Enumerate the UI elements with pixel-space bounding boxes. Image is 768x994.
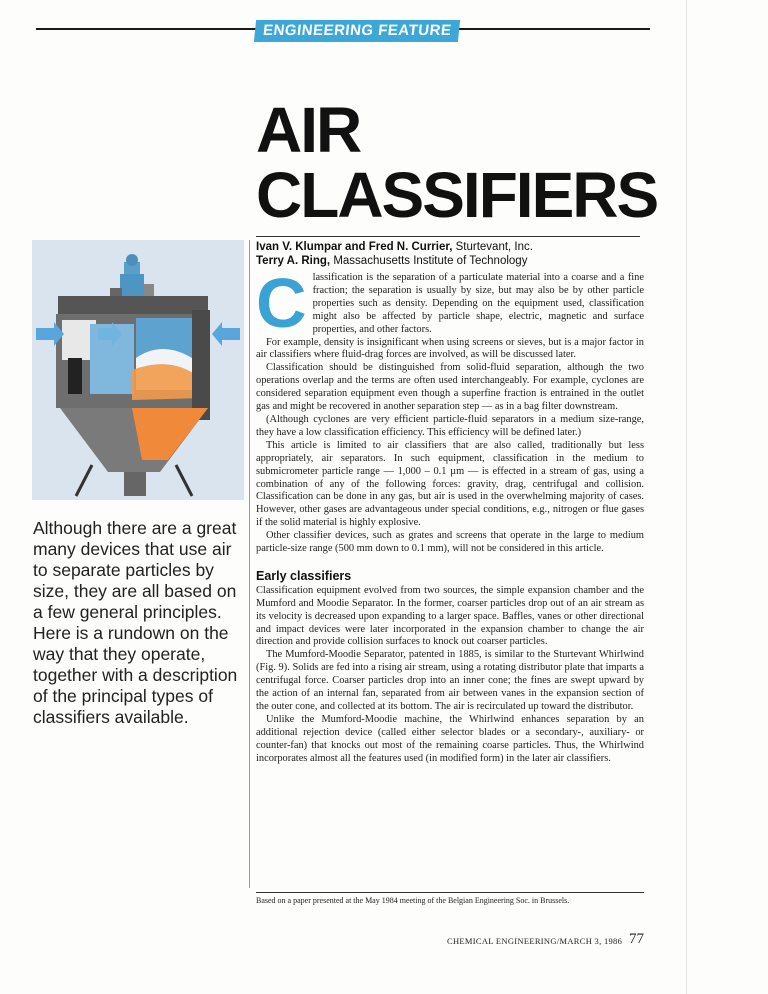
title-line-1: AIR [256,94,361,166]
article-body [256,264,644,766]
air-classifier-illustration [32,240,244,500]
authors-rule [256,236,640,237]
paragraph: Classification is the separation of a particulate material into a coarse and a fine fraction; the separation is usually by size, but may also be by other particle properties such as density. Depending on the equipment used, classification might also be affected by particle shape, electric, magnetic and surface properties, and other factors. [256,264,644,342]
title-line-2: CLASSIFIERS [256,159,658,231]
page-number: 77 [629,931,644,947]
paragraph: The Mumford-Moodie Separator, patented in 1885, is similar to the Sturtevant Whirlwind (Fig. 9). Solids are fed into a rising air stream, using a rotating distributor plate that imparts a centrifugal force. Coarser particles drop into an inner cone; the fines are swept upward by the action of an internal fan, separated from air between vanes in the expansion section of the outer cone, and collected at its bottom. The air is recirculated up toward the distributor. [256,649,644,712]
column-rule [249,240,250,888]
section-heading: Early classifiers [256,568,352,583]
author-line-1: Ivan V. Klumpar and Fred N. Currier, Sturtevant, Inc. [256,241,533,253]
journal-citation: CHEMICAL ENGINEERING/MARCH 3, 1986 [447,936,623,946]
paragraph: Other classifier devices, such as grates and screens that operate in the large to medium particle-size range (500 mm down to 0.1 mm), will not be considered in this article. [256,530,644,555]
pull-quote: Although there are a great many devices that use air to separate particles by size, they are all based on a few general principles. Here is a rundown on the way that they operate, together with a description of the principal types of classifiers available. [33,518,238,727]
paragraph: Classification should be distinguished from solid-fluid separation, although the two operations overlap and the terms are often used interchangeably. For example, cyclones are considered separation equipment even though a superfine fraction is entrained in the outlet gas and might be recovered in another separation step — as in a bag filter downstream. [256,362,644,413]
paragraph: This article is limited to air classifiers that are also called, traditionally but less appropriately, air separators. In such equipment, classification in the medium to submicrometer particle range — 1,000 – 0.1 µm — is effected in a stream of gas, using a combination of any of the following forces: gravity, drag, centrifugal and collision. Classification can be done in any gas, but air is used in the overwhelming majority of cases. However, other gases are advantageous under special conditions, e.g., nitrogen or flue gases if the solid material is highly explosive. [256,439,644,529]
drop-cap: C [256,264,307,342]
paragraph: (Although cyclones are very efficient particle-fluid separators in a medium size-range, they have a low classification efficiency. This efficiency will be defined later.) [256,413,644,438]
author-line-2: Terry A. Ring, Massachusetts Institute of Technology [256,255,528,267]
paragraph: Classification equipment evolved from two sources, the simple expansion chamber and the Mumford and Moodie Separator. In the former, coarser particles drop out of an air stream as its velocity is decreased upon expanding to a larger space. Baffles, vanes or other directional and impact devices were later incorporated in the expansion chamber to change the air direction and provide collision surfaces to knock out coarser particles. [256,584,644,648]
footnote-rule [256,892,644,893]
section-banner: ENGINEERING FEATURE [254,20,461,42]
page-edge [686,0,687,994]
paragraph: For example, density is insignificant when using screens or sieves, but is a major factor in air classifiers where fluid-drag forces are involved, as will be discussed later. [256,336,644,361]
paragraph: Unlike the Mumford-Moodie machine, the Whirlwind enhances separation by an additional rejection device (called either selector blades or a secondary-, auxiliary- or counter-fan) that knocks out most of the remaining coarse particles. Thus, the Whirlwind incorporates almost all the features used (in modified form) in the later air classifiers. [256,713,644,764]
footnote: Based on a paper presented at the May 1984 meeting of the Belgian Engineering Soc. in Brussels. [256,896,570,905]
